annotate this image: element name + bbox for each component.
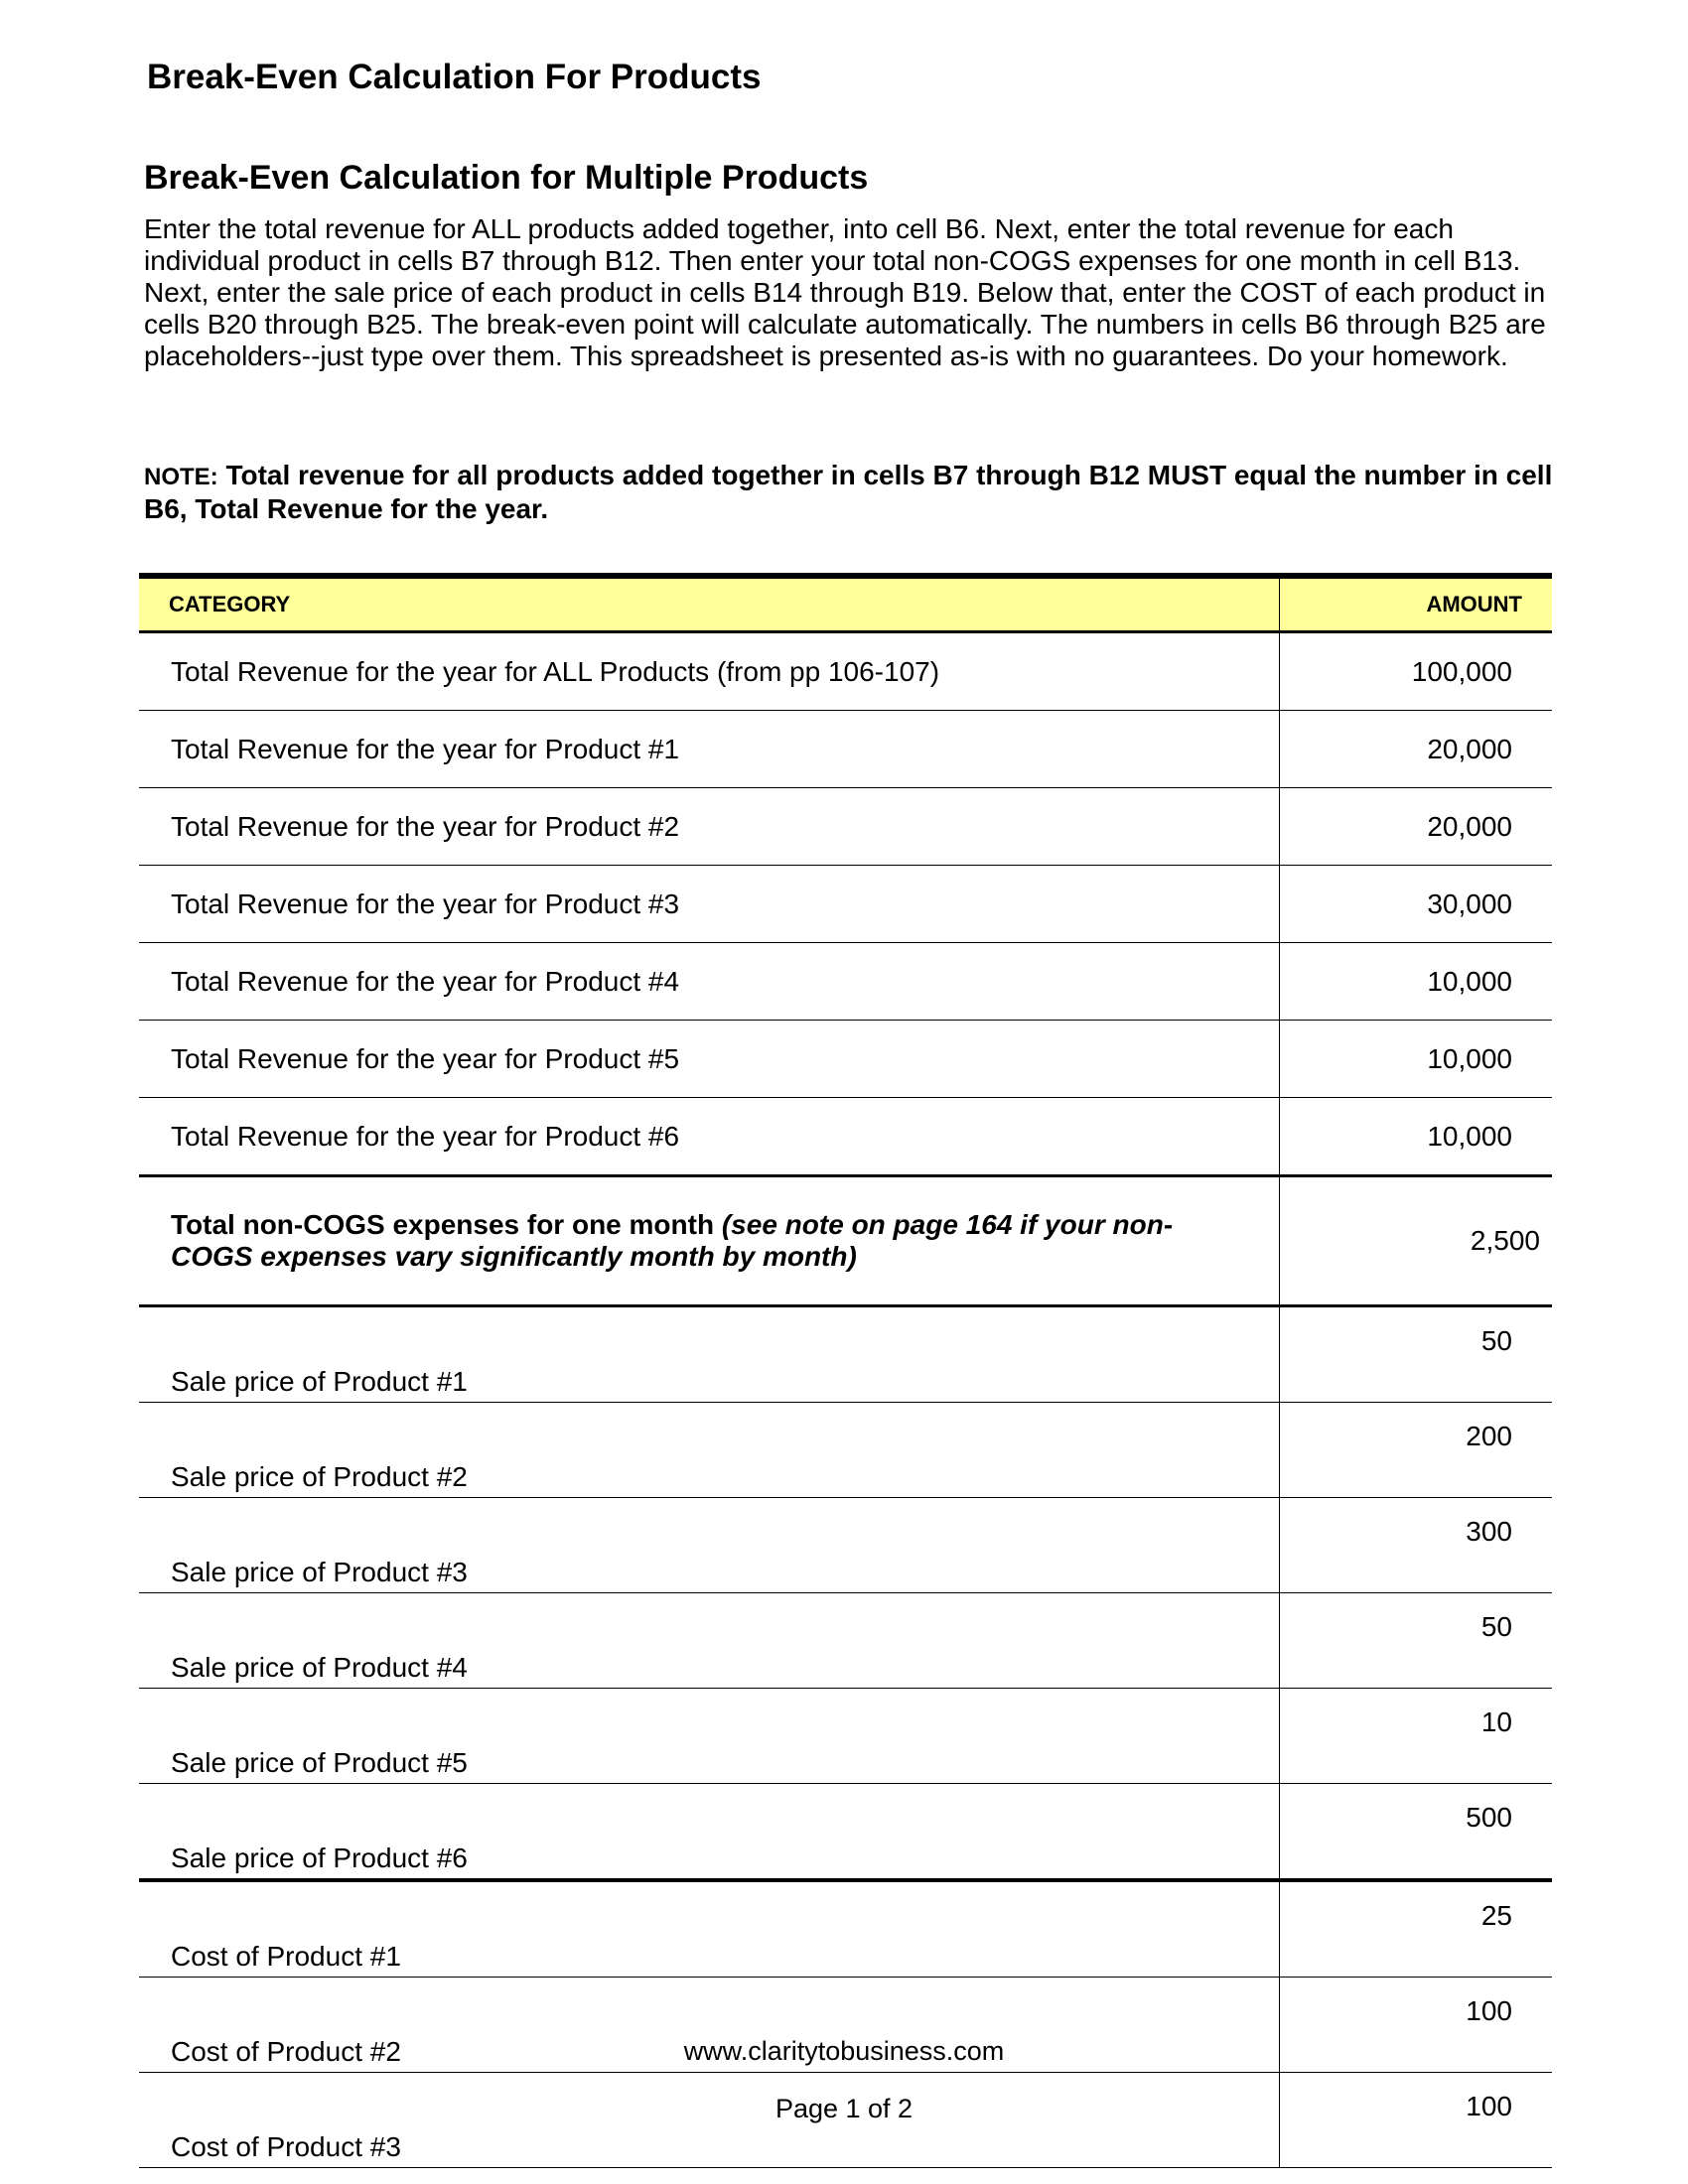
row-label: Total Revenue for the year for Product #2 <box>139 788 1279 866</box>
instructions-paragraph: Enter the total revenue for ALL products added together, into cell B6. Next, enter the total revenue for each individual product in cells B7 through B12. Then enter your total non-COGS expenses for one month in cell B13. Next, enter the sale price of each product in cells B14 through B19. Below that, enter the COST of each product in cells B20 through B25. The break-even point will calculate automatically. The numbers in cells B6 through B25 are placeholders--just type over them. This spreadsheet is presented as-is with no guarantees. Do your homework. <box>144 213 1546 371</box>
note-paragraph <box>144 460 1564 525</box>
sale-price-row-product-6 <box>139 1784 1552 1881</box>
row-label: Total Revenue for the year for Product #4 <box>139 943 1279 1021</box>
row-label: Cost of Product #1 <box>139 1880 1279 1978</box>
amount-cell[interactable]: 30,000 <box>1279 866 1552 943</box>
section-title: Break-Even Calculation for Multiple Products <box>144 159 869 197</box>
row-label: Cost of Product #2 <box>139 1978 1279 2073</box>
row-label: Total Revenue for the year for Product #3 <box>139 866 1279 943</box>
amount-cell[interactable]: 20,000 <box>1279 788 1552 866</box>
row-label: Sale price of Product #1 <box>139 1306 1279 1403</box>
document-title: Break-Even Calculation For Products <box>147 58 762 96</box>
sale-price-row-product-3 <box>139 1498 1552 1593</box>
row-label <box>139 1176 1279 1306</box>
break-even-table <box>139 573 1552 2168</box>
sale-price-row-product-1 <box>139 1306 1552 1403</box>
revenue-row-product-3 <box>139 866 1552 943</box>
amount-cell[interactable]: 10 <box>1279 1689 1552 1784</box>
amount-cell[interactable]: 50 <box>1279 1593 1552 1689</box>
amount-header: AMOUNT <box>1279 576 1552 632</box>
footer-page-number: Page 1 of 2 <box>774 2094 914 2123</box>
amount-cell[interactable]: 300 <box>1279 1498 1552 1593</box>
row-label: Cost of Product #3 <box>139 2073 1279 2168</box>
amount-cell[interactable]: 100,000 <box>1279 632 1552 711</box>
row-label: Sale price of Product #4 <box>139 1593 1279 1689</box>
category-header: CATEGORY <box>139 576 1279 632</box>
note-text: Total revenue for all products added together in cells B7 through B12 MUST equal the number in cell B6, Total Revenue for the year. <box>144 460 1553 524</box>
amount-cell[interactable]: 10,000 <box>1279 943 1552 1021</box>
sale-price-row-product-2 <box>139 1403 1552 1498</box>
row-label: Total Revenue for the year for Product #1 <box>139 711 1279 788</box>
revenue-row-product-5 <box>139 1021 1552 1098</box>
amount-cell[interactable]: 20,000 <box>1279 711 1552 788</box>
note-prefix: NOTE: <box>144 464 218 490</box>
row-label: Sale price of Product #6 <box>139 1784 1279 1881</box>
non-cogs-label: Total non-COGS expenses for one month <box>171 1209 715 1240</box>
amount-cell[interactable]: 10,000 <box>1279 1098 1552 1176</box>
non-cogs-note: (see note on page 164 if your non-COGS expenses vary significantly month by month) <box>171 1209 1174 1272</box>
revenue-row-all-products <box>139 632 1552 711</box>
row-label: Total Revenue for the year for Product #5 <box>139 1021 1279 1098</box>
row-label: Total Revenue for the year for Product #6 <box>139 1098 1279 1176</box>
row-label: Total Revenue for the year for ALL Products (from pp 106-107) <box>139 632 1279 711</box>
amount-cell[interactable]: 25 <box>1279 1880 1552 1978</box>
revenue-row-product-2 <box>139 788 1552 866</box>
table-header-row <box>139 576 1552 632</box>
row-label: Sale price of Product #5 <box>139 1689 1279 1784</box>
amount-cell[interactable]: 200 <box>1279 1403 1552 1498</box>
sale-price-row-product-4 <box>139 1593 1552 1689</box>
footer-website: www.claritytobusiness.com <box>683 2036 1005 2066</box>
amount-cell[interactable]: 500 <box>1279 1784 1552 1881</box>
amount-cell[interactable]: 100 <box>1279 1978 1552 2073</box>
amount-cell[interactable]: 10,000 <box>1279 1021 1552 1098</box>
amount-cell[interactable]: 100 <box>1279 2073 1552 2168</box>
amount-cell[interactable]: 2,500 <box>1279 1176 1552 1306</box>
revenue-row-product-1 <box>139 711 1552 788</box>
cost-row-product-1 <box>139 1880 1552 1978</box>
sale-price-row-product-5 <box>139 1689 1552 1784</box>
revenue-row-product-4 <box>139 943 1552 1021</box>
row-label: Sale price of Product #2 <box>139 1403 1279 1498</box>
non-cogs-expenses-row <box>139 1176 1552 1306</box>
row-label: Sale price of Product #3 <box>139 1498 1279 1593</box>
amount-cell[interactable]: 50 <box>1279 1306 1552 1403</box>
revenue-row-product-6 <box>139 1098 1552 1176</box>
